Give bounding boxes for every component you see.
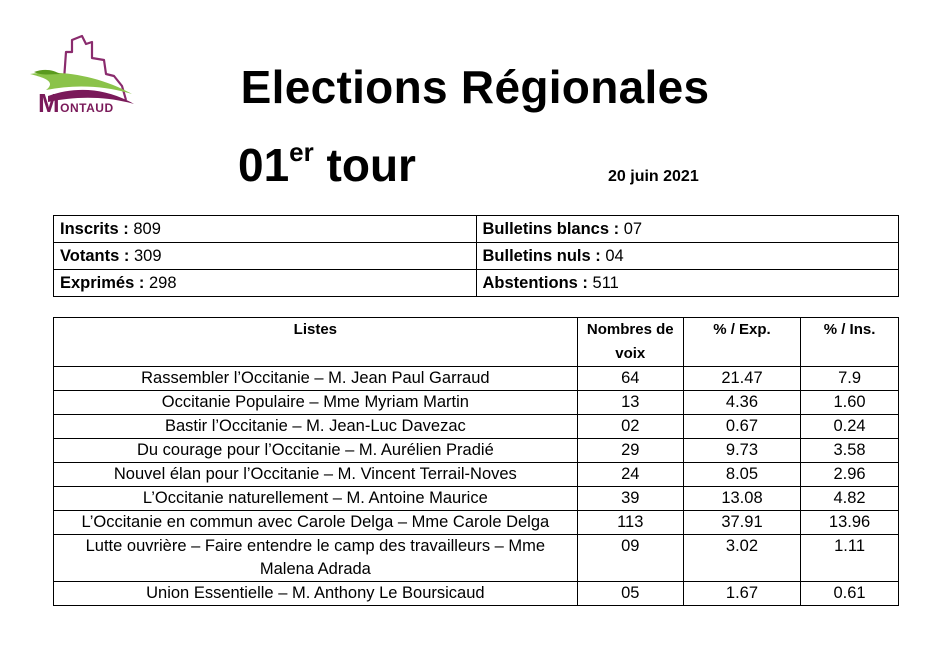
table-row <box>54 415 899 439</box>
pct-exp: 3.02 <box>683 535 800 582</box>
pct-exp: 8.05 <box>683 463 800 487</box>
pct-ins: 13.96 <box>801 511 899 535</box>
table-row <box>54 463 899 487</box>
vote-count: 05 <box>577 582 683 606</box>
list-name: Nouvel élan pour l’Occitanie – M. Vincent Terrail-Noves <box>54 463 578 487</box>
results-header-row <box>54 318 899 367</box>
list-name: Occitanie Populaire – Mme Myriam Martin <box>54 391 578 415</box>
list-name: Du courage pour l’Occitanie – M. Aurélien Pradié <box>54 439 578 463</box>
round-heading <box>238 138 416 192</box>
summary-label: Abstentions : <box>482 273 588 292</box>
summary-label: Inscrits : <box>60 219 129 238</box>
vote-count: 09 <box>577 535 683 582</box>
summary-cell <box>54 270 477 297</box>
pct-ins: 0.24 <box>801 415 899 439</box>
table-row <box>54 367 899 391</box>
header-lists: Listes <box>54 318 578 367</box>
pct-exp: 4.36 <box>683 391 800 415</box>
table-row <box>54 535 899 582</box>
summary-label: Exprimés : <box>60 273 145 292</box>
vote-count: 113 <box>577 511 683 535</box>
summary-cell <box>476 270 899 297</box>
summary-label: Bulletins blancs : <box>482 219 620 238</box>
vote-count: 64 <box>577 367 683 391</box>
results-table <box>53 317 899 606</box>
pct-ins: 0.61 <box>801 582 899 606</box>
vote-count: 13 <box>577 391 683 415</box>
summary-value: 298 <box>148 273 177 292</box>
header-pct-exp: % / Exp. <box>683 318 800 367</box>
summary-value: 809 <box>133 219 161 238</box>
summary-row <box>54 216 899 243</box>
round-suffix: er <box>289 136 314 167</box>
table-row <box>54 511 899 535</box>
pct-ins: 2.96 <box>801 463 899 487</box>
summary-row <box>54 270 899 297</box>
summary-value: 309 <box>133 246 162 265</box>
summary-value: 07 <box>623 219 643 238</box>
vote-count: 24 <box>577 463 683 487</box>
pct-exp: 0.67 <box>683 415 800 439</box>
pct-ins: 1.60 <box>801 391 899 415</box>
table-row <box>54 487 899 511</box>
pct-exp: 1.67 <box>683 582 800 606</box>
list-name: L’Occitanie en commun avec Carole Delga – Mme Carole Delga <box>54 511 578 535</box>
header-votes: Nombres de voix <box>577 318 683 367</box>
round-number: 01 <box>238 139 290 191</box>
vote-count: 29 <box>577 439 683 463</box>
summary-cell <box>54 216 477 243</box>
summary-table <box>53 215 899 297</box>
table-row <box>54 439 899 463</box>
logo-wordmark: MONTAUD <box>38 88 114 118</box>
vote-count: 39 <box>577 487 683 511</box>
pct-ins: 3.58 <box>801 439 899 463</box>
list-name: Bastir l’Occitanie – M. Jean-Luc Davezac <box>54 415 578 439</box>
summary-value: 04 <box>605 246 624 265</box>
summary-cell <box>476 243 899 270</box>
table-row <box>54 582 899 606</box>
pct-exp: 37.91 <box>683 511 800 535</box>
summary-row <box>54 243 899 270</box>
summary-label: Votants : <box>60 246 130 265</box>
round-word: tour <box>326 139 416 191</box>
pct-exp: 9.73 <box>683 439 800 463</box>
summary-label: Bulletins nuls : <box>482 246 601 265</box>
pct-ins: 7.9 <box>801 367 899 391</box>
pct-exp: 21.47 <box>683 367 800 391</box>
page-title: Elections Régionales <box>240 61 710 113</box>
list-name: Rassembler l’Occitanie – M. Jean Paul Garraud <box>54 367 578 391</box>
list-name: Lutte ouvrière – Faire entendre le camp des travailleurs – Mme Malena Adrada <box>54 535 578 582</box>
list-name: L’Occitanie naturellement – M. Antoine Maurice <box>54 487 578 511</box>
vote-count: 02 <box>577 415 683 439</box>
table-row <box>54 391 899 415</box>
pct-ins: 4.82 <box>801 487 899 511</box>
pct-ins: 1.11 <box>801 535 899 582</box>
summary-value: 511 <box>592 273 619 292</box>
pct-exp: 13.08 <box>683 487 800 511</box>
list-name: Union Essentielle – M. Anthony Le Boursicaud <box>54 582 578 606</box>
header-pct-ins: % / Ins. <box>801 318 899 367</box>
summary-cell <box>54 243 477 270</box>
summary-cell <box>476 216 899 243</box>
election-date: 20 juin 2021 <box>608 168 699 185</box>
